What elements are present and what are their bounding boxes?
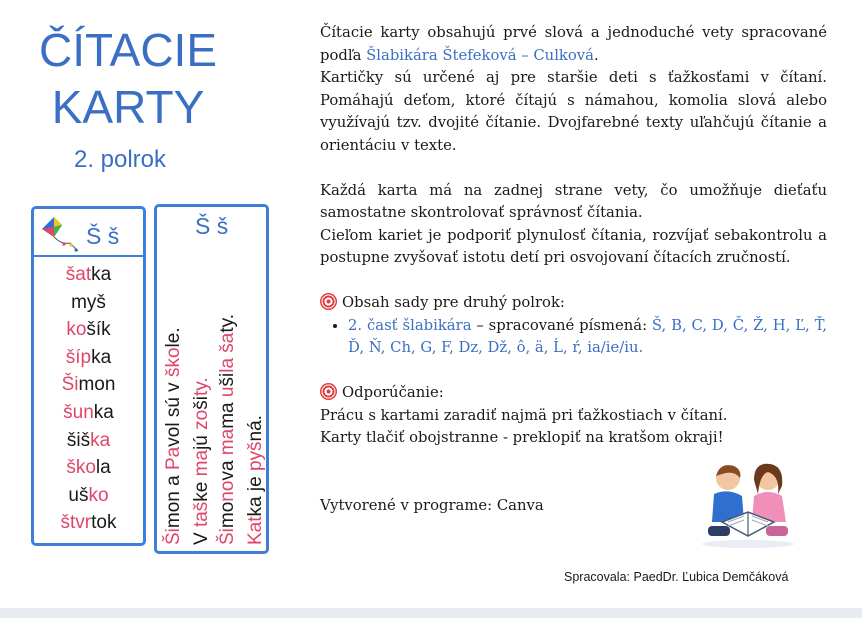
sentence-1: Šimon a Pavol sú v škole.	[163, 327, 184, 545]
created-note: Vytvorené v programe: Canva	[320, 496, 544, 514]
kite-icon	[40, 215, 80, 255]
list-item: • 2. časť šlabikára – spracované písmená: Š, B, C, D, Č, Ž, H, Ľ, Ť, Ď, Ň, Ch, G, F, Dz, Dž, ô, ä, Ĺ, ŕ, ia/ie/iu.	[348, 315, 827, 360]
sentence-card	[154, 204, 269, 554]
card-letters: Š š	[195, 213, 229, 239]
page-title	[28, 22, 228, 136]
word-item: štvrtok	[60, 512, 117, 534]
recommendation-2: Karty tlačiť obojstranne - preklopiť na kratšom okraji!	[320, 429, 724, 446]
subtitle: 2. polrok	[73, 146, 167, 173]
purpose-paragraph: Kartičky sú určené aj pre staršie deti s ťažkosťami v čítaní. Pomáhajú deťom, ktoré čítajú s námahou, komolia slová alebo využívajú tzv. dvojité čítanie. Dvojfarebné texty uľahčujú čítanie a orientáciu v texte.	[320, 69, 827, 154]
author-credit: Spracovala: PaedDr. Ľubica Demčáková	[564, 570, 789, 584]
word-item: šatka	[65, 264, 112, 285]
word-item: Šimon	[61, 374, 116, 396]
content-heading: Obsah sady pre druhý polrok:	[320, 292, 827, 315]
word-item: šunka	[63, 401, 114, 423]
title-line-1: ČÍTACIE	[38, 24, 218, 76]
word-item: košík	[66, 319, 111, 341]
description	[320, 22, 827, 517]
word-item: škola	[66, 457, 111, 479]
target-icon	[320, 383, 337, 400]
word-list	[34, 257, 143, 537]
intro-paragraph: Čítacie karty obsahujú prvé slová a jednoduché vety spracované podľa Šlabikára Štefeková – Culková.	[320, 24, 827, 64]
word-card-header	[34, 209, 143, 257]
recommendation-1: Prácu s kartami zaradiť najmä pri ťažkostiach v čítaní.	[320, 406, 728, 424]
children-reading-illustration	[698, 460, 798, 550]
sentence-2: V taške majú zošity.	[191, 377, 212, 545]
goal-paragraph: Cieľom kariet je podporiť plynulosť čítania, rozvíjať sebakontrolu a postupne zvyšovať istotu detí pri osvojovaní čítacích zručností.	[320, 226, 827, 266]
recommendation-heading: Odporúčanie:	[320, 382, 827, 405]
word-item: šiška	[66, 429, 111, 451]
target-icon	[320, 293, 337, 310]
card-letters: Š š	[86, 223, 120, 249]
back-side-paragraph: Každá karta má na zadnej strane vety, čo umožňuje dieťaťu samostatne skontrolovať správnosť čítania.	[320, 181, 827, 221]
sentence-4: Katka je pyšná.	[245, 415, 266, 545]
word-item: šípka	[65, 346, 112, 368]
word-item: uško	[68, 484, 109, 506]
word-item: myš	[71, 291, 106, 313]
bottom-bar	[0, 608, 862, 618]
sentence-3: Šimonova mama ušila šaty.	[217, 313, 238, 545]
content-list	[348, 315, 827, 360]
primer-link: Šlabikára Štefeková – Culková	[366, 46, 594, 64]
word-card	[31, 206, 146, 546]
title-line-2: KARTY	[51, 81, 205, 133]
